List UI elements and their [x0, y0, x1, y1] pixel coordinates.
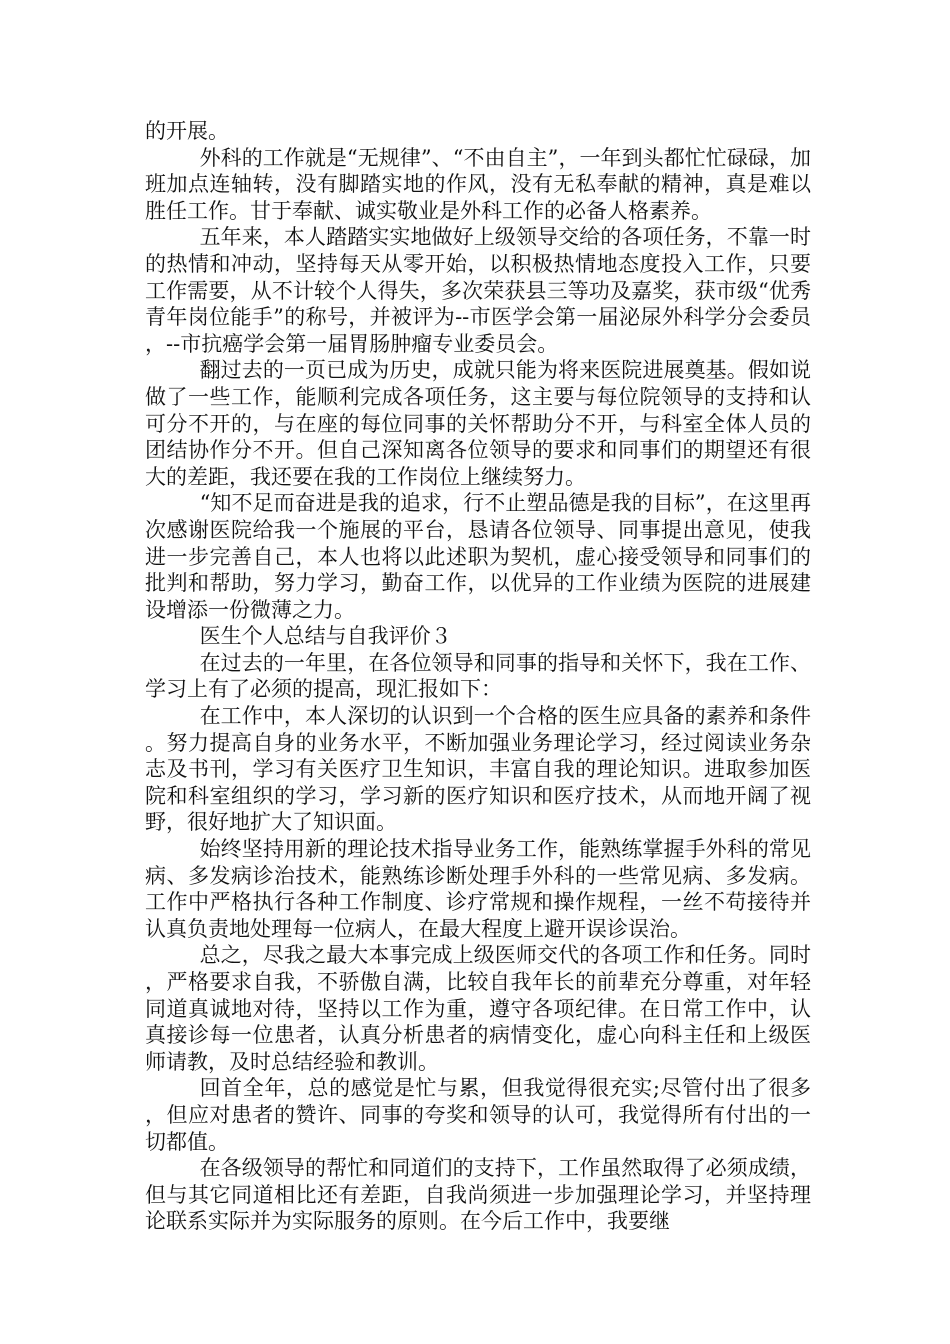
paragraph-past-year: 在过去的一年里，在各位领导和同事的指导和关怀下，我在工作、学习上有了必须的提高，现汇报如下：	[145, 650, 811, 702]
paragraph-five-years: 五年来，本人踏踏实实地做好上级领导交给的各项任务，不靠一时的热情和冲动，坚持每天从零开始，以积极热情地态度投入工作，只要工作需要，从不计较个人得失，多次荣获县三等功及嘉奖，获市级“优秀青年岗位能手”的称号，并被评为--市医学会第一届泌尿外科学分会委员，--市抗癌学会第一届胃肠肿瘤专业委员会。	[145, 225, 811, 356]
paragraph-looking-back: 回首全年，总的感觉是忙与累，但我觉得很充实;尽管付出了很多，但应对患者的赞许、同事的夸奖和领导的认可，我觉得所有付出的一切都值。	[145, 1076, 811, 1154]
paragraph-history: 翻过去的一页已成为历史，成就只能为将来医院进展奠基。假如说做了一些工作，能顺利完成各项任务，这主要与每位院领导的支持和认可分不开的，与在座的每位同事的关怀帮助分不开，与科室全体人员的团结协作分不开。但自己深知离各位领导的要求和同事们的期望还有很大的差距，我还要在我的工作岗位上继续努力。	[145, 358, 811, 489]
paragraph-motto: “知不足而奋进是我的追求，行不止塑品德是我的目标”，在这里再次感谢医院给我一个施展的平台，恳请各位领导、同事提出意见，使我进一步完善自己，本人也将以此述职为契机，虚心接受领导和同事们的批判和帮助，努力学习，勤奋工作，以优异的工作业绩为医院的进展建设增添一份微薄之力。	[145, 491, 811, 622]
section-heading: 医生个人总结与自我评价３	[199, 624, 452, 649]
document-page	[145, 118, 811, 1235]
paragraph-in-summary: 总之，尽我之最大本事完成上级医师交代的各项工作和任务。同时，严格要求自我，不骄傲自满，比较自我年长的前辈充分尊重，对年轻同道真诚地对待，坚持以工作为重，遵守各项纪律。在日常工作中，认真接诊每一位患者，认真分析患者的病情变化，虚心向科主任和上级医师请教，及时总结经验和教训。	[145, 943, 811, 1074]
paragraph-leadership-help: 在各级领导的帮忙和同道们的支持下，工作虽然取得了必须成绩，但与其它同道相比还有差距，自我尚须进一步加强理论学习，并坚持理论联系实际并为实际服务的原则。在今后工作中，我要继	[145, 1156, 811, 1234]
paragraph-at-work: 在工作中，本人深切的认识到一个合格的医生应具备的素养和条件。努力提高自身的业务水平，不断加强业务理论学习，经过阅读业务杂志及书刊，学习有关医疗卫生知识，丰富自我的理论知识。进取参加医院和科室组织的学习，学习新的医疗知识和医疗技术，从而地开阔了视野，很好地扩大了知识面。	[145, 704, 811, 835]
paragraph-surgery-work: 外科的工作就是“无规律”、“不由自主”，一年到头都忙忙碌碌，加班加点连轴转，没有脚踏实地的作风，没有无私奉献的精神，真是难以胜任工作。甘于奉献、诚实敬业是外科工作的必备人格素养。	[145, 145, 811, 223]
paragraph-new-theory: 始终坚持用新的理论技术指导业务工作，能熟练掌握手外科的常见病、多发病诊治技术，能熟练诊断处理手外科的一些常见病、多发病。工作中严格执行各种工作制度、诊疗常规和操作规程，一丝不苟接待并认真负责地处理每一位病人，在最大程度上避开误诊误治。	[145, 837, 811, 941]
paragraph-continuation: 的开展。	[145, 119, 229, 143]
